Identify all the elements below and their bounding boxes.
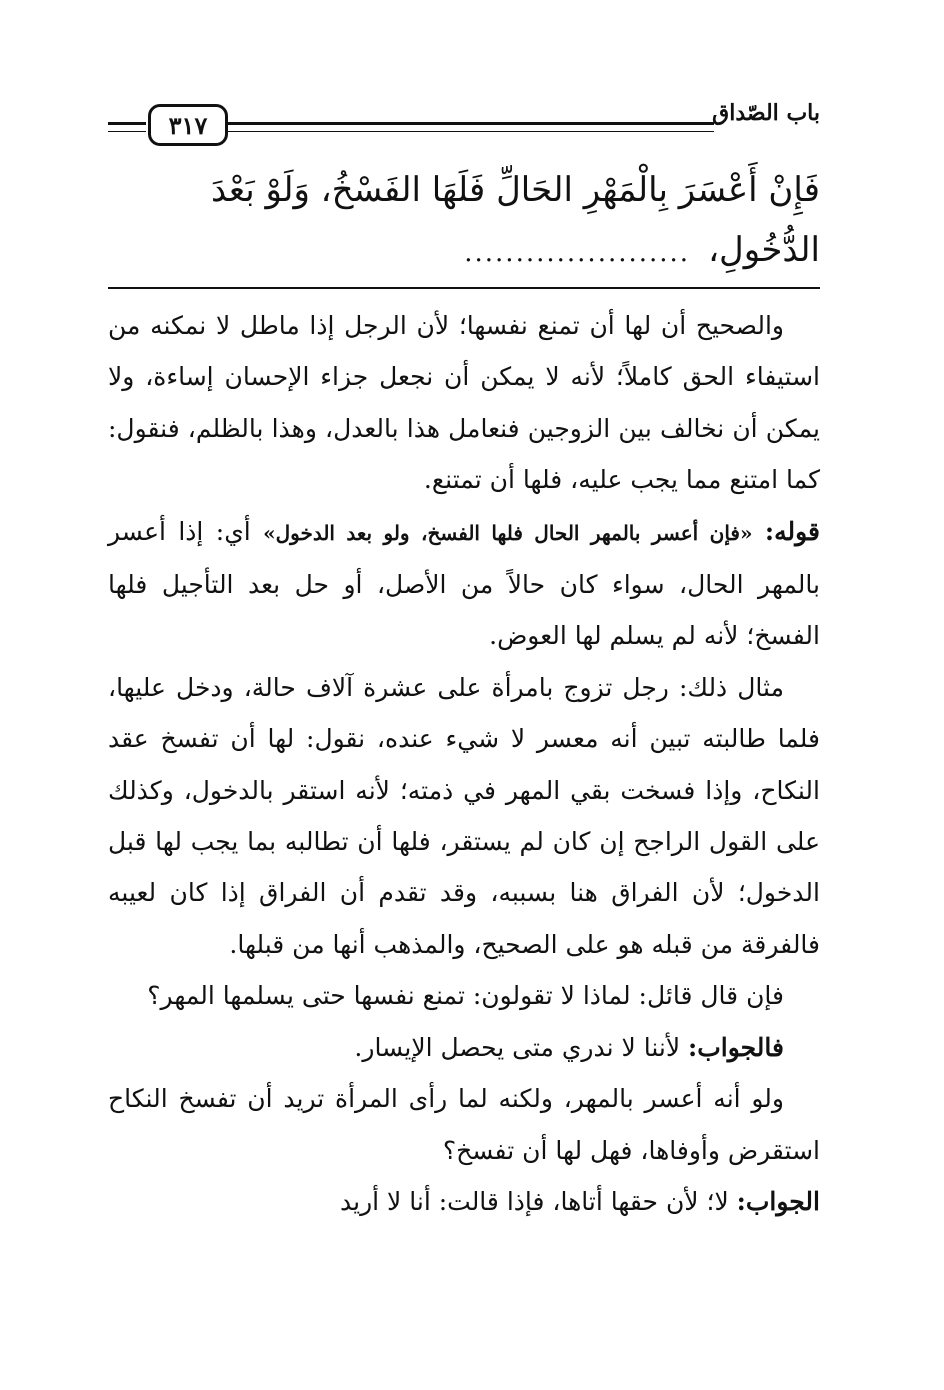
paragraph-2-quote: «فإن أعسر بالمهر الحال فلها الفسخ، ولو بعد الدخول» [263, 520, 753, 545]
paragraph-7-body: لا؛ لأن حقها أتاها، فإذا قالت: أنا لا أريد [340, 1186, 729, 1216]
paragraph-5 [108, 1022, 820, 1073]
header-rule-short [108, 122, 146, 132]
matn-text [108, 160, 820, 283]
paragraph-5-lead: فالجواب: [688, 1032, 784, 1062]
header-rule [226, 122, 714, 132]
paragraph-2 [108, 506, 820, 662]
matn-separator [108, 287, 820, 289]
paragraph-6: ولو أنه أعسر بالمهر، ولكنه لما رأى المرأة تريد أن تفسخ النكاح استقرض وأوفاها، فهل لها أن تفسخ؟ [108, 1084, 820, 1165]
paragraph-2-body: أي: إذا أعسر بالمهر الحال، سواء كان حالاً من الأصل، أو حل بعد التأجيل فلها الفسخ؛ لأنه لم يسلم لها العوض. [108, 516, 820, 651]
paragraph-4: فإن قال قائل: لماذا لا تقولون: تمنع نفسها حتى يسلمها المهر؟ [147, 981, 784, 1011]
paragraph-2-lead: قوله: [764, 516, 821, 546]
matn-line-2: الدُّخُولِ، [708, 230, 820, 270]
chapter-title: باب الصّداق [712, 100, 820, 126]
matn-dots: ...................... [464, 238, 691, 268]
paragraph-5-body: لأننا لا ندري متى يحصل الإيسار. [354, 1032, 681, 1062]
page-number: ٣١٧ [148, 104, 228, 146]
paragraph-7 [108, 1176, 820, 1227]
paragraph-7-lead: الجواب: [736, 1186, 820, 1216]
paragraph-1: والصحيح أن لها أن تمنع نفسها؛ لأن الرجل إذا ماطل لا نمكنه من استيفاء الحق كاملاً؛ لأنه لا يمكن أن نجعل جزاء الإحسان إساءة، ولا يمكن أن نخالف بين الزوجين فنعامل هذا بالعدل، وهذا بالظلم، فنقول: كما امتنع مما يجب عليه، فلها أن تمتنع. [108, 311, 820, 495]
paragraph-3: مثال ذلك: رجل تزوج بامرأة على عشرة آلاف حالة، ودخل عليها، فلما طالبته تبين أنه معسر لا شيء عنده، نقول: لها أن تفسخ عقد النكاح، وإذا فسخت بقي المهر في ذمته؛ لأنه استقر بالدخول، وكذلك على القول الراجح إن كان لم يستقر، فلها أن تطالبه بما يجب لها قبل الدخول؛ لأن الفراق هنا بسببه، وقد تقدم أن الفراق إذا كان لعيبه فالفرقة من قبله هو على الصحيح، والمذهب أنها من قبلها. [108, 672, 820, 959]
commentary-text [108, 300, 820, 1227]
matn-line-1: فَإِنْ أَعْسَرَ بِالْمَهْرِ الحَالِّ فَلَهَا الفَسْخُ، وَلَوْ بَعْدَ [211, 170, 820, 210]
matn-line-2-row [108, 220, 820, 283]
page-header [108, 100, 820, 146]
